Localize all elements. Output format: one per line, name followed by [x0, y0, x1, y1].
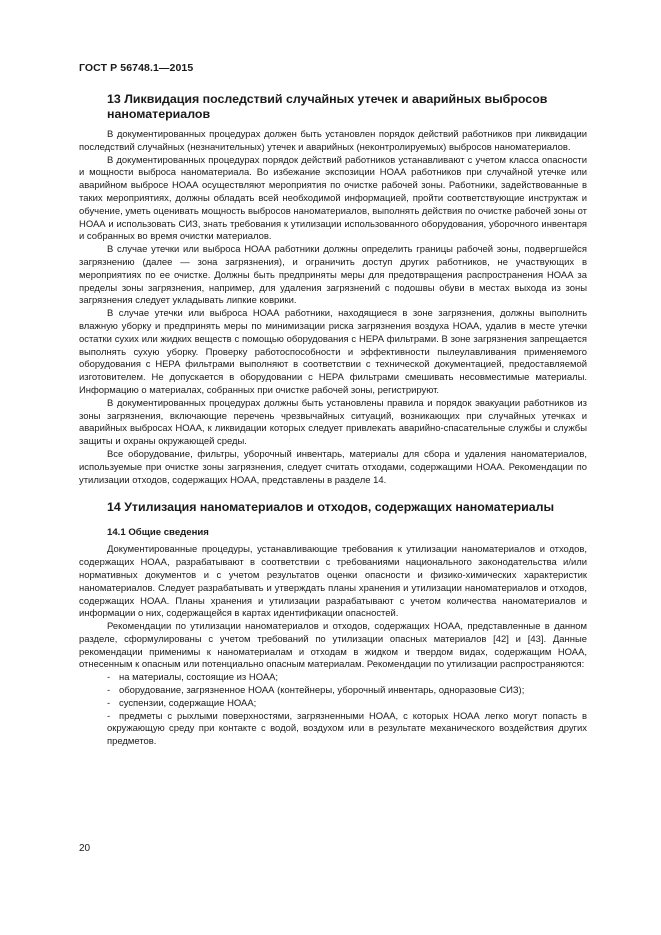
list-item — [79, 672, 587, 685]
section-13-paragraph: В документированных процедурах порядок действий работников устанавливают с учетом класса опасности и мощности выброса наноматериала. Во избежание экспозиции НОАА работников при случайной утечке или аварийном выбросе НОАА осуществляют мероприятия по очистке рабочей зоны. Работники, задействованные в таких мероприятиях, должны обладать всей необходимой информацией, пройти соответствующие инструктаж и обучение, уметь оценивать мощность выбросов наноматериалов, выполнять действия по очистке рабочей зоны от НОАА и использовать СИЗ, знать требования к утилизации использованного оборудования, уборочного инвентаря и собранных во время очистки материалов. — [79, 154, 587, 243]
section-14-paragraph: Документированные процедуры, устанавливающие требования к утилизации наноматериалов и отходов, содержащих НОАА, разрабатывают в соответствии с требованиями национального законодательства и/или нормативных документов и с учетом результатов оценки опасности и физико-химических характеристик наноматериалов. Следует разрабатывать и утверждать планы хранения и утилизации наноматериалов и отходов, содержащих НОАА. Планы хранения и утилизации разрабатывают с учетом количества наноматериалов и информации о них, содержащейся в картах идентификации опасностей. — [79, 544, 587, 620]
list-item — [79, 685, 587, 698]
list-item-text: суспензии, содержащие НОАА; — [119, 697, 257, 709]
section-14-title: 14 Утилизация наноматериалов и отходов, содержащих наноматериалы — [107, 500, 555, 515]
disposal-scope-list — [79, 672, 587, 749]
section-13-paragraph: Все оборудование, фильтры, уборочный инвентарь, материалы для сбора и удаления наноматериалов, используемые при очистке зоны загрязнения, следует считать отходами, содержащими НОАА. Рекомендации по утилизации отходов, содержащих НОАА, представлены в разделе 14. — [79, 448, 587, 486]
section-13-paragraph: В документированных процедурах должен быть установлен порядок действий работников при ликвидации последствий случайных (незначительных) утечек и аварийных (неконтролируемых) выбросов наноматериалов. — [79, 129, 587, 153]
section-13-paragraph: В случае утечки или выброса НОАА работники должны определить границы рабочей зоны, подвергшейся загрязнению (далее — зона загрязнения), и ограничить доступ других работников, не участвующих в мероприятиях по ее очистке. Должны быть предприняты меры для предотвращения распространения НОАА за пределы зоны загрязнения, например, для удаления загрязнений с подошвы обуви в местах выхода из зоны загрязнения следует укладывать липкие коврики. — [79, 244, 587, 307]
section-14-paragraph: Рекомендации по утилизации наноматериалов и отходов, содержащих НОАА, представленные в данном разделе, сформулированы с учетом требований по утилизации опасных материалов [42] и [43]. Данные рекомендации применимы к наноматериалам и отходам в жидком и твердом видах, содержащим НОАА, отнесенным к опасным или потенциально опасным материалам. Рекомендации по утилизации распространяются: — [79, 621, 587, 671]
section-13-title: 13 Ликвидация последствий случайных утечек и аварийных выбросов наноматериалов — [107, 92, 548, 121]
list-item — [79, 711, 587, 749]
list-item-text: предметы с рыхлыми поверхностями, загрязненными НОАА, с которых НОАА легко могут попасть в окружающую среду при контакте с водой, воздухом или в результате механического воздействия других предметов. — [107, 710, 587, 748]
list-item-text: на материалы, состоящие из НОАА; — [119, 672, 279, 684]
list-dash: - — [107, 672, 111, 684]
list-dash: - — [107, 710, 111, 722]
page-number: 20 — [79, 843, 91, 854]
standard-header: ГОСТ Р 56748.1—2015 — [79, 62, 194, 74]
section-13-paragraph: В случае утечки или выброса НОАА работники, находящиеся в зоне загрязнения, должны выполнить влажную уборку и предпринять меры по минимизации риска загрязнения воздуха НОАА, удалив в месте утечки остатки сухих или жидких веществ с помощью оборудования с НЕРА фильтрами. В зоне загрязнения запрещается выполнять сухую уборку. Проверку работоспособности и эффективности пылеулавливания применяемого оборудования с НЕРА фильтрами выполняют в соответствии с технической документацией, предоставляемой изготовителем. Не допускается в оборудовании с НЕРА фильтрами смешивать несовместимые материалы. Информацию о материалах, собранных при очистке рабочей зоны, регистрируют. — [79, 308, 587, 396]
list-item — [79, 698, 587, 711]
list-dash: - — [107, 697, 111, 709]
page-content — [79, 92, 587, 749]
section-13-paragraph: В документированных процедурах должны быть установлены правила и порядок эвакуации работников из зоны загрязнения, включающие перечень чрезвычайных ситуаций, возникающих при случайных утечках и аварийных выбросах НОАА, к ликвидации которых следует привлекать аварийно-спасательные службы и службы защиты и охраны окружающей среды. — [79, 397, 587, 448]
list-item-text: оборудование, загрязненное НОАА (контейнеры, уборочный инвентарь, одноразовые СИЗ); — [119, 685, 525, 697]
list-dash: - — [107, 685, 111, 697]
subsection-14-1-title: 14.1 Общие сведения — [107, 527, 209, 539]
